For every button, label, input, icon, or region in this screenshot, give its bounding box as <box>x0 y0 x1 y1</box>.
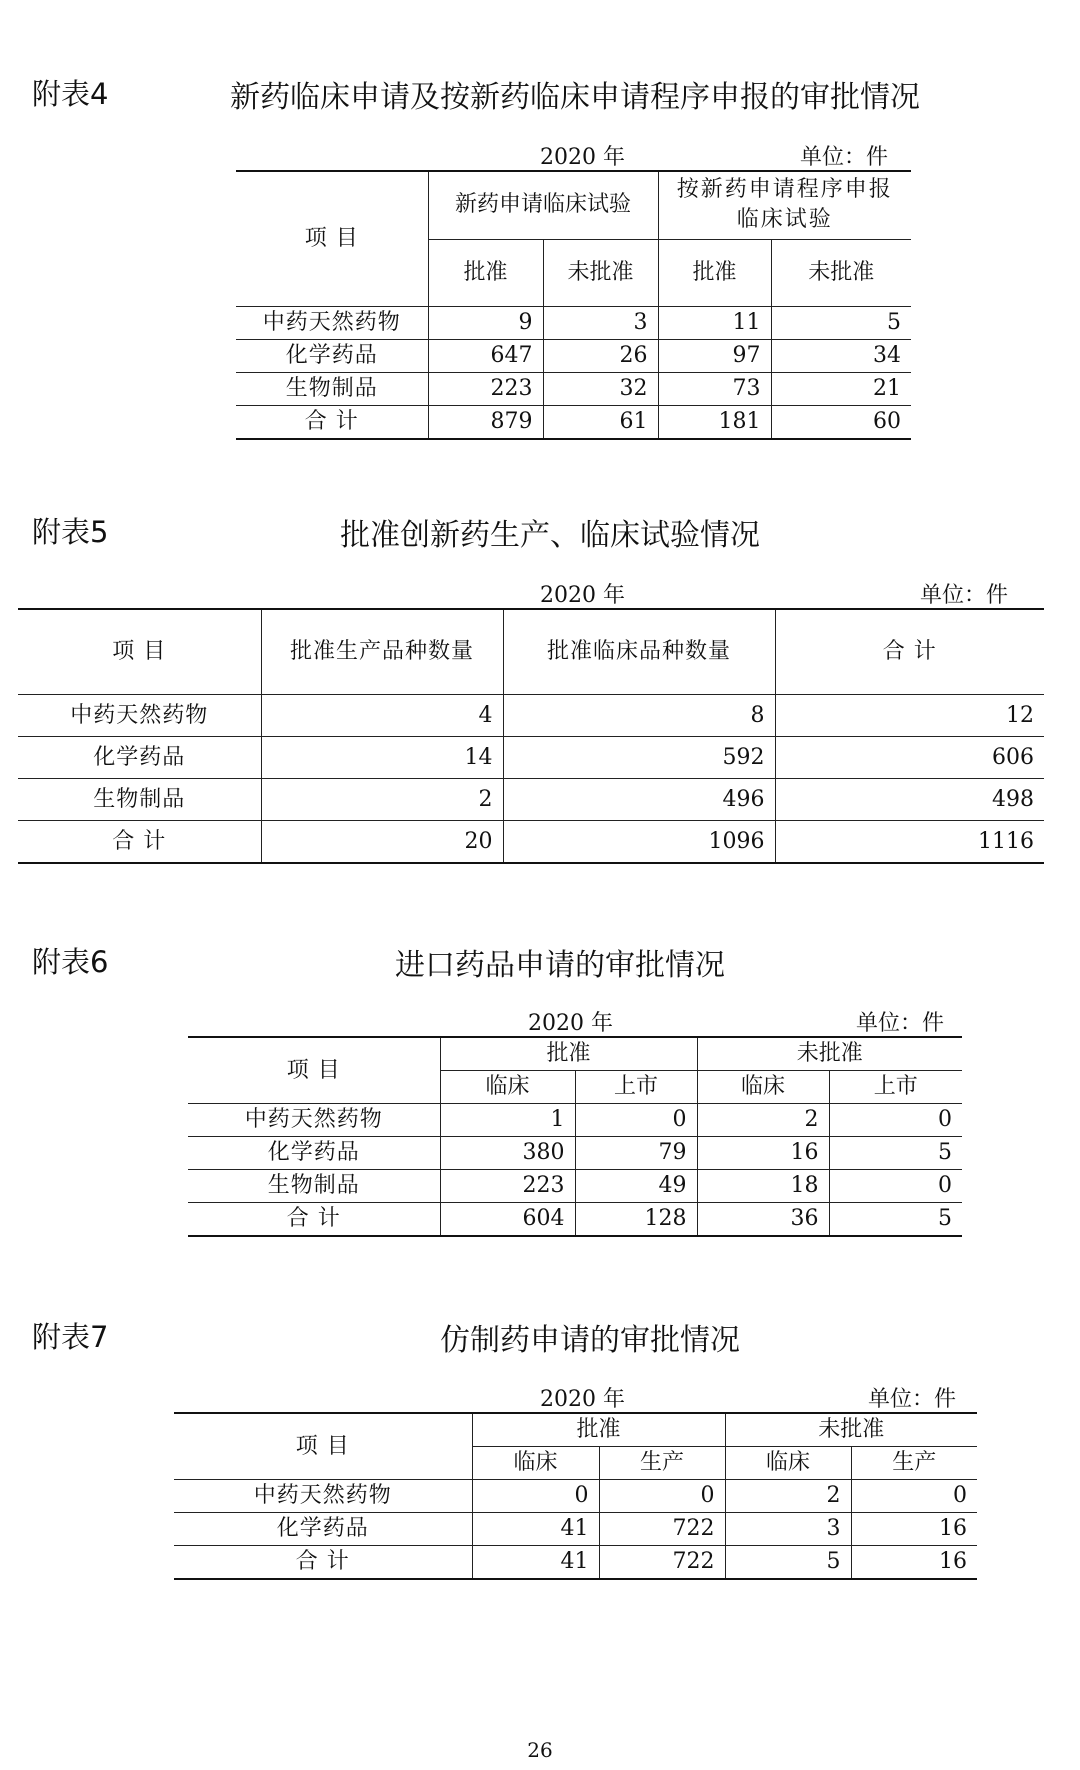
table-cell: 181 <box>658 406 771 440</box>
table-cell: 5 <box>771 307 911 340</box>
table-cell: 61 <box>543 406 658 440</box>
table-cell: 16 <box>851 1546 977 1580</box>
table-row-total <box>188 1203 962 1237</box>
table7-header-group2: 未批准 <box>725 1413 977 1447</box>
table4 <box>236 170 911 440</box>
table-cell: 1116 <box>775 821 1044 864</box>
table-row <box>188 1104 962 1137</box>
table-cell: 0 <box>829 1104 962 1137</box>
table6-header-row <box>188 1037 962 1071</box>
row-label: 合 计 <box>174 1546 472 1580</box>
table-cell: 2 <box>725 1480 851 1513</box>
table-row <box>236 307 911 340</box>
table6-header-item: 项 目 <box>188 1037 440 1104</box>
table-cell: 498 <box>775 779 1044 821</box>
table-cell: 26 <box>543 340 658 373</box>
table-cell: 32 <box>543 373 658 406</box>
table-cell: 0 <box>599 1480 725 1513</box>
table5-header: 批准临床品种数量 <box>503 609 775 695</box>
table6-title: 进口药品申请的审批情况 <box>395 948 725 983</box>
table6-unit: 单位：件 <box>856 1011 945 1036</box>
table-cell: 1096 <box>503 821 775 864</box>
table-cell: 0 <box>829 1170 962 1203</box>
table-row <box>188 1137 962 1170</box>
table7-unit: 单位：件 <box>868 1387 957 1412</box>
table-cell: 604 <box>440 1203 575 1237</box>
table-cell: 879 <box>428 406 543 440</box>
table5-year: 2020 年 <box>540 583 625 608</box>
table-cell: 5 <box>725 1546 851 1580</box>
table-cell: 2 <box>261 779 503 821</box>
table-cell: 36 <box>697 1203 829 1237</box>
table-cell: 60 <box>771 406 911 440</box>
table5-header: 批准生产品种数量 <box>261 609 503 695</box>
table4-subheader: 未批准 <box>771 239 911 306</box>
table-cell: 5 <box>829 1137 962 1170</box>
table-cell: 380 <box>440 1137 575 1170</box>
table4-subheader: 批准 <box>428 239 543 306</box>
table-cell: 4 <box>261 695 503 737</box>
table5-header-row <box>18 609 1044 695</box>
table-cell: 722 <box>599 1513 725 1546</box>
table-cell: 21 <box>771 373 911 406</box>
table-cell: 16 <box>851 1513 977 1546</box>
table4-header-row <box>236 171 911 239</box>
table7-subheader: 临床 <box>725 1447 851 1480</box>
table-cell: 73 <box>658 373 771 406</box>
table6-subheader: 上市 <box>829 1071 962 1104</box>
table7-year: 2020 年 <box>540 1387 625 1412</box>
table7-header-row <box>174 1413 977 1447</box>
table7-tag: 附表7 <box>32 1320 109 1354</box>
row-label: 中药天然药物 <box>174 1480 472 1513</box>
row-label: 生物制品 <box>18 779 261 821</box>
table5 <box>18 608 1044 864</box>
table-cell: 1 <box>440 1104 575 1137</box>
table7-header-group1: 批准 <box>472 1413 725 1447</box>
table4-header-group2: 按新药申请程序申报临床试验 <box>658 171 911 239</box>
table6-tag: 附表6 <box>32 945 109 979</box>
table-row-total <box>236 406 911 440</box>
table-cell: 2 <box>697 1104 829 1137</box>
table-cell: 18 <box>697 1170 829 1203</box>
row-label: 化学药品 <box>188 1137 440 1170</box>
table7-subheader: 生产 <box>851 1447 977 1480</box>
table-cell: 0 <box>472 1480 599 1513</box>
table-cell: 496 <box>503 779 775 821</box>
table-row <box>18 695 1044 737</box>
table-cell: 11 <box>658 307 771 340</box>
table4-header-group1: 新药申请临床试验 <box>428 171 658 239</box>
table-row <box>236 340 911 373</box>
table-cell: 722 <box>599 1546 725 1580</box>
table6-header-group1: 批准 <box>440 1037 697 1071</box>
table4-unit: 单位：件 <box>800 145 889 170</box>
row-label: 化学药品 <box>174 1513 472 1546</box>
table-cell: 0 <box>851 1480 977 1513</box>
table7-title: 仿制药申请的审批情况 <box>440 1323 740 1358</box>
row-label: 化学药品 <box>18 737 261 779</box>
row-label: 生物制品 <box>236 373 428 406</box>
table-cell: 41 <box>472 1513 599 1546</box>
table-cell: 5 <box>829 1203 962 1237</box>
table4-tag: 附表4 <box>32 77 109 111</box>
table4-title: 新药临床申请及按新药临床申请程序申报的审批情况 <box>230 80 920 115</box>
table-cell: 49 <box>575 1170 697 1203</box>
table5-header-item: 项 目 <box>18 609 261 695</box>
table-row <box>236 373 911 406</box>
table-cell: 592 <box>503 737 775 779</box>
table6-subheader: 临床 <box>697 1071 829 1104</box>
table5-header: 合 计 <box>775 609 1044 695</box>
table-cell: 12 <box>775 695 1044 737</box>
table7 <box>174 1412 977 1580</box>
table7-subheader: 生产 <box>599 1447 725 1480</box>
table-cell: 0 <box>575 1104 697 1137</box>
table5-title: 批准创新药生产、临床试验情况 <box>340 518 760 553</box>
table-cell: 97 <box>658 340 771 373</box>
table-cell: 9 <box>428 307 543 340</box>
table4-subheader: 批准 <box>658 239 771 306</box>
table-row <box>18 737 1044 779</box>
table-cell: 223 <box>428 373 543 406</box>
row-label: 合 计 <box>188 1203 440 1237</box>
table6-year: 2020 年 <box>528 1011 613 1036</box>
table-row <box>174 1480 977 1513</box>
table-cell: 16 <box>697 1137 829 1170</box>
row-label: 中药天然药物 <box>188 1104 440 1137</box>
table-cell: 3 <box>725 1513 851 1546</box>
table5-tag: 附表5 <box>32 515 109 549</box>
table-cell: 41 <box>472 1546 599 1580</box>
row-label: 生物制品 <box>188 1170 440 1203</box>
row-label: 合 计 <box>18 821 261 864</box>
table-row-total <box>174 1546 977 1580</box>
table-cell: 606 <box>775 737 1044 779</box>
table5-unit: 单位：件 <box>920 583 1009 608</box>
table6-header-group2: 未批准 <box>697 1037 962 1071</box>
table-cell: 128 <box>575 1203 697 1237</box>
table-cell: 647 <box>428 340 543 373</box>
table4-year: 2020 年 <box>540 145 625 170</box>
table-cell: 34 <box>771 340 911 373</box>
table6-subheader: 上市 <box>575 1071 697 1104</box>
table-cell: 79 <box>575 1137 697 1170</box>
table7-subheader: 临床 <box>472 1447 599 1480</box>
table-cell: 14 <box>261 737 503 779</box>
row-label: 合 计 <box>236 406 428 440</box>
table-row <box>188 1170 962 1203</box>
row-label: 中药天然药物 <box>18 695 261 737</box>
table-row-total <box>18 821 1044 864</box>
table-row <box>174 1513 977 1546</box>
table6-subheader: 临床 <box>440 1071 575 1104</box>
table6 <box>188 1036 962 1237</box>
page-number: 26 <box>527 1738 553 1762</box>
table-cell: 20 <box>261 821 503 864</box>
table-cell: 3 <box>543 307 658 340</box>
table7-header-item: 项 目 <box>174 1413 472 1480</box>
table-cell: 223 <box>440 1170 575 1203</box>
table-cell: 8 <box>503 695 775 737</box>
table-row <box>18 779 1044 821</box>
table4-header-item: 项 目 <box>236 171 428 307</box>
row-label: 化学药品 <box>236 340 428 373</box>
table4-subheader: 未批准 <box>543 239 658 306</box>
row-label: 中药天然药物 <box>236 307 428 340</box>
